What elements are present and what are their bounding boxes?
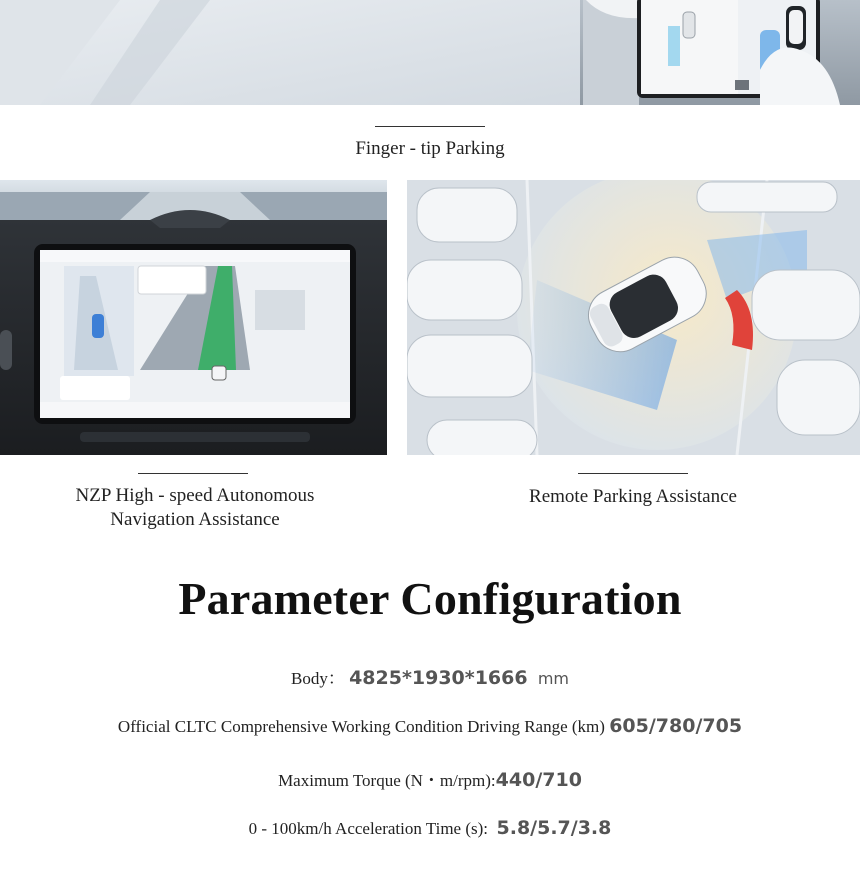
fingertip-parking-caption: Finger - tip Parking [355, 138, 505, 159]
param-label: Maximum Torque (N・m/rpm): [278, 771, 496, 790]
param-acceleration [0, 817, 860, 839]
param-unit: mm [537, 669, 570, 688]
fingertip-parking-photo [0, 0, 860, 105]
param-driving-range [0, 715, 860, 737]
remote-parking-caption: Remote Parking Assistance [529, 486, 737, 507]
param-label: Official CLTC Comprehensive Working Condition Driving Range (km) [117, 717, 610, 736]
remote-parking-illustration [407, 180, 860, 455]
param-label: Body： [290, 669, 345, 688]
param-body [0, 664, 860, 689]
fingertip-parking-illustration [0, 0, 860, 105]
param-value: 605/780/705 [609, 715, 743, 737]
param-label: 0 - 100km/h Acceleration Time (s): [248, 819, 497, 838]
section-title: Parameter Configuration [178, 573, 682, 624]
param-value: 440/710 [495, 769, 582, 791]
remote-parking-photo [407, 180, 860, 455]
param-value: 5.8/5.7/3.8 [496, 817, 612, 839]
caption-divider [578, 473, 688, 474]
param-max-torque [0, 766, 860, 791]
nzp-navigation-photo [0, 180, 387, 455]
param-value: 4825*1930*1666 [349, 667, 528, 689]
nzp-dashboard-illustration [0, 180, 387, 455]
nzp-navigation-caption-line2: Navigation Assistance [110, 509, 280, 530]
caption-divider [375, 126, 485, 127]
caption-divider [138, 473, 248, 474]
nzp-navigation-caption-line1: NZP High - speed Autonomous [75, 485, 315, 506]
